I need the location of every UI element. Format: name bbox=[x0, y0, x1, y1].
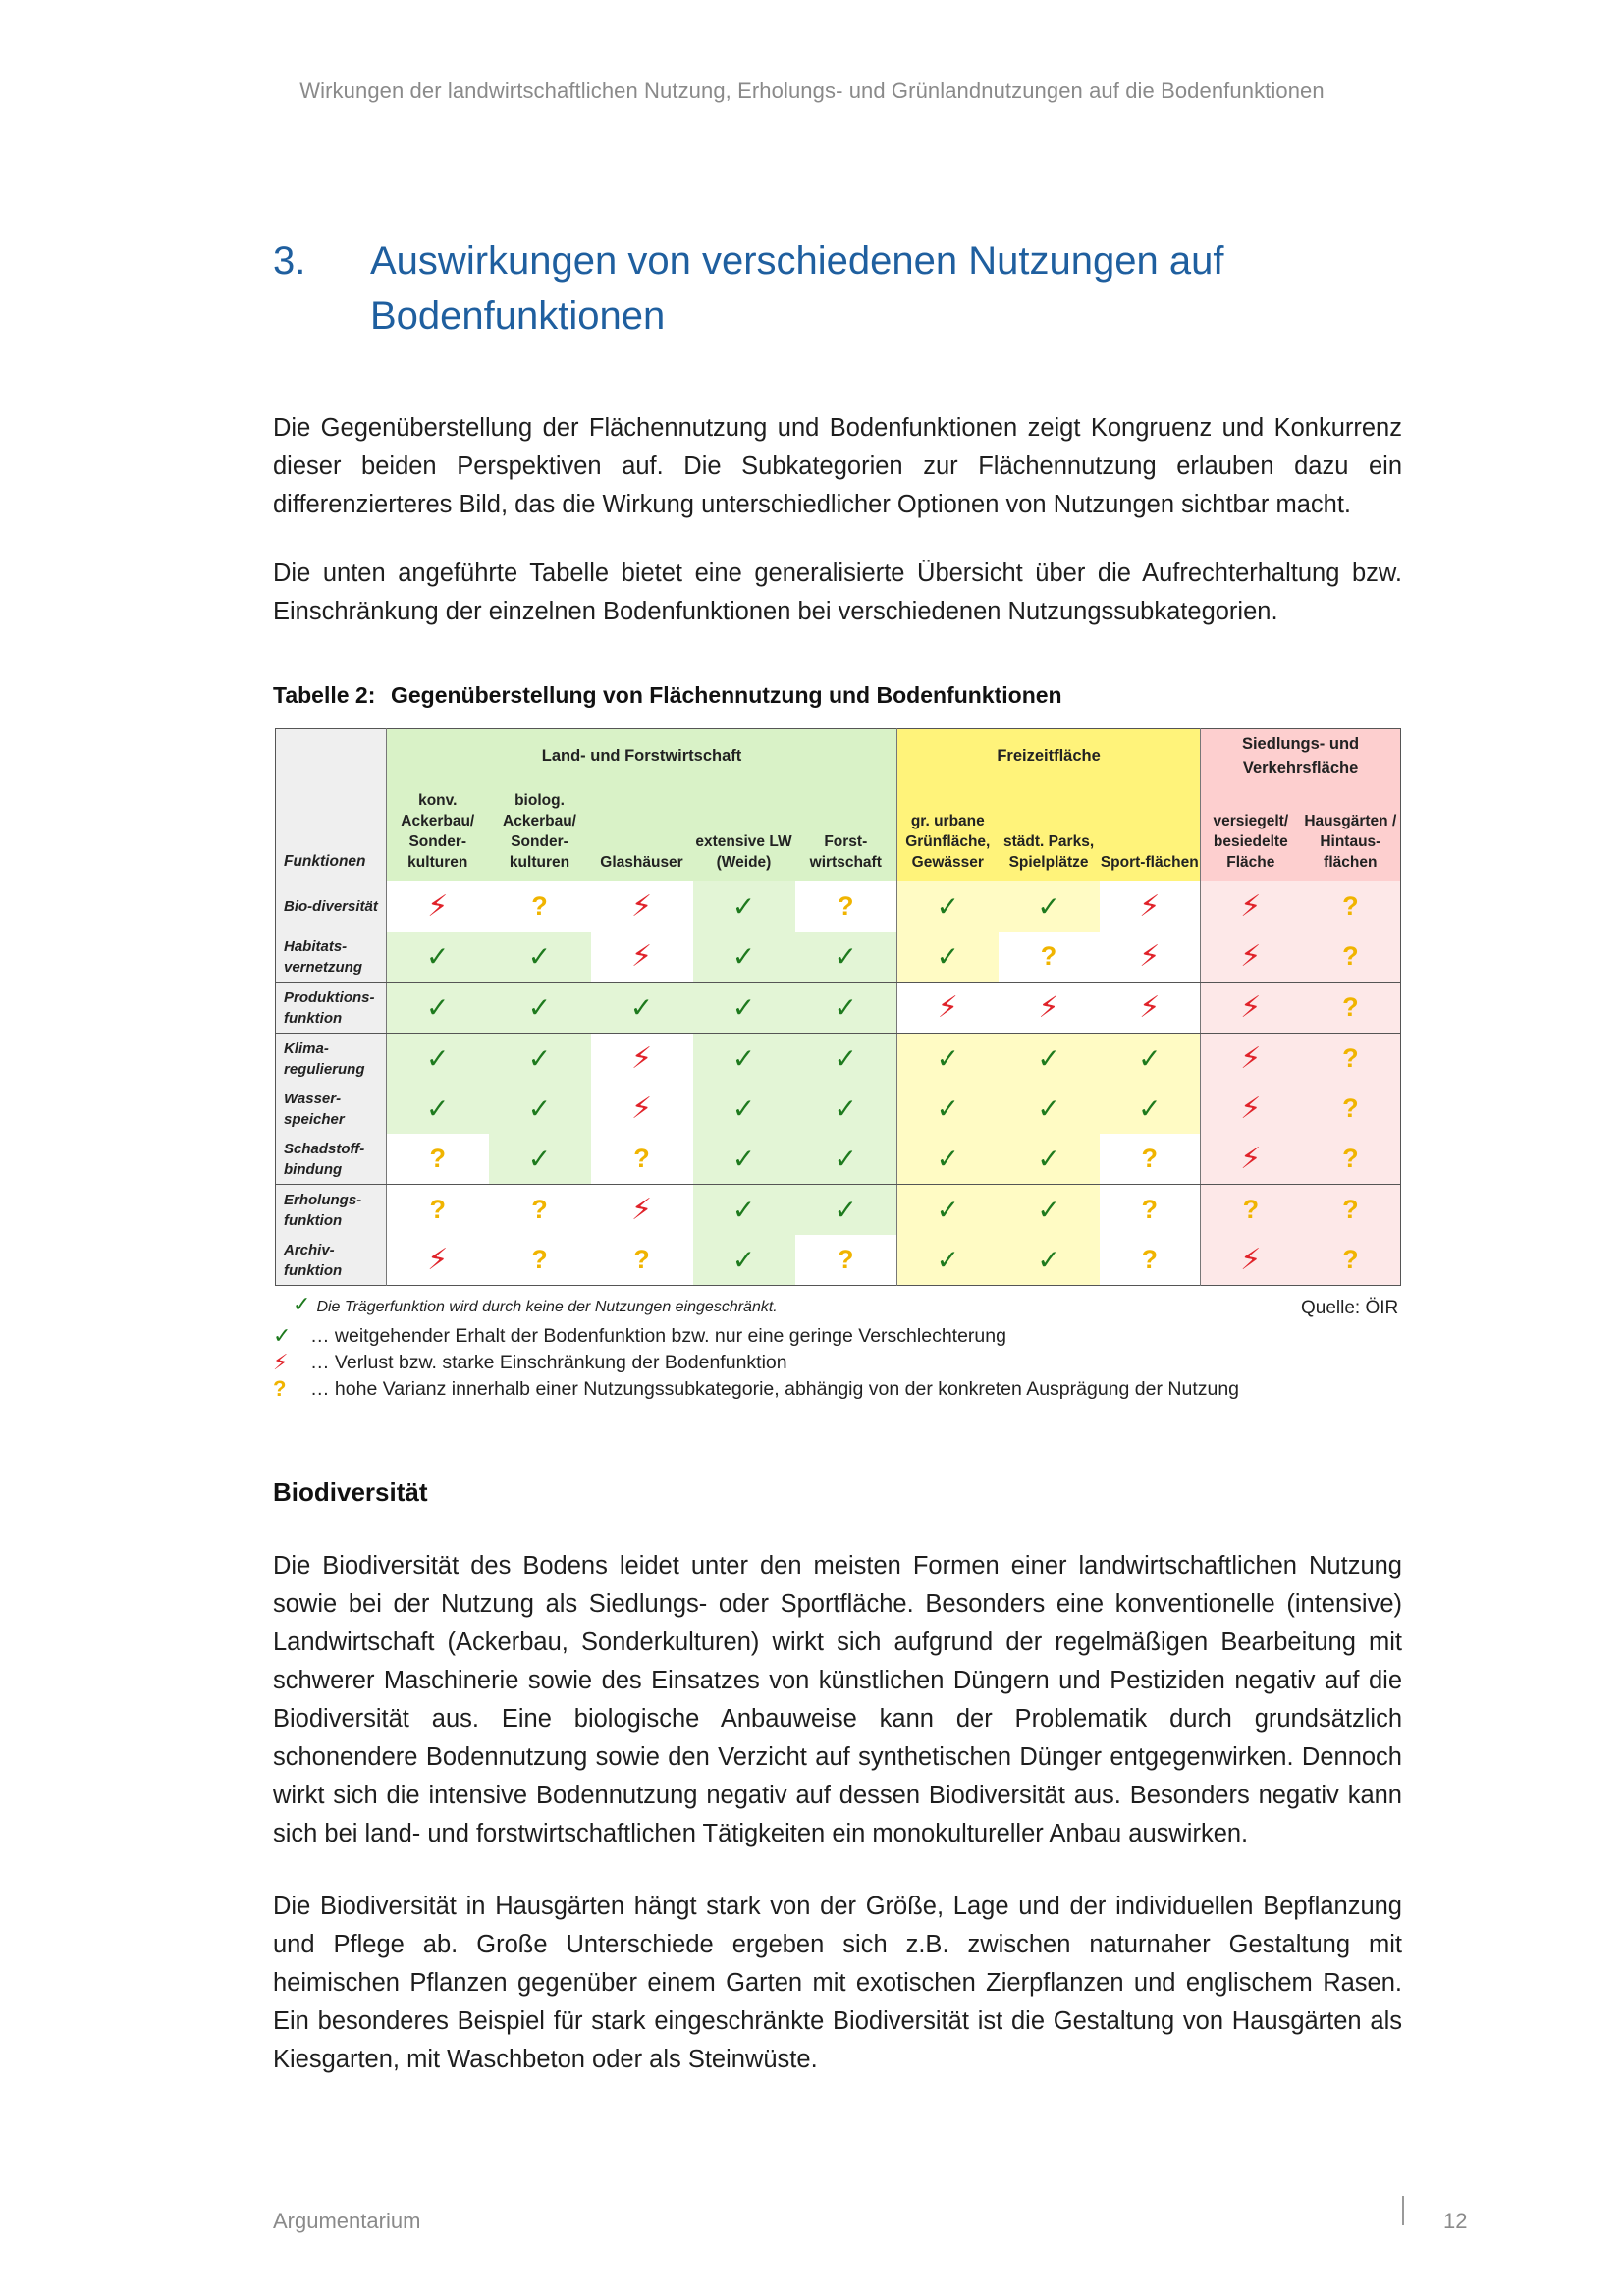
matrix-cell bbox=[387, 881, 489, 933]
lightning-icon: ⚡ bbox=[1240, 1143, 1262, 1175]
matrix-cell bbox=[795, 932, 897, 983]
lightning-icon: ⚡ bbox=[630, 890, 653, 923]
matrix-cell bbox=[795, 1134, 897, 1185]
question-icon: ? bbox=[1342, 992, 1359, 1022]
matrix-cell bbox=[1201, 881, 1301, 933]
question-icon: ? bbox=[1342, 1144, 1359, 1173]
checkmark-icon: ✓ bbox=[527, 941, 552, 972]
matrix-cell bbox=[693, 881, 795, 933]
checkmark-icon: ✓ bbox=[629, 992, 654, 1023]
matrix-cell bbox=[1100, 932, 1201, 983]
matrix-cell bbox=[693, 1084, 795, 1134]
lightning-icon: ⚡ bbox=[630, 1093, 653, 1125]
question-icon: ? bbox=[429, 1195, 446, 1224]
matrix-cell bbox=[693, 1134, 795, 1185]
matrix-cell bbox=[591, 983, 693, 1034]
matrix-cell bbox=[489, 1235, 591, 1286]
matrix-cell bbox=[387, 983, 489, 1034]
table-row bbox=[276, 881, 1401, 933]
checkmark-icon: ✓ bbox=[1138, 1043, 1162, 1074]
checkmark-icon: ✓ bbox=[834, 1094, 857, 1124]
matrix-cell bbox=[489, 1134, 591, 1185]
matrix-cell bbox=[1201, 1034, 1301, 1085]
section-title-biodiversitaet: Biodiversität bbox=[273, 1477, 428, 1507]
checkmark-icon: ✓ bbox=[936, 1094, 960, 1124]
group-header-land-forst: Land- und Forstwirtschaft bbox=[387, 729, 897, 783]
question-icon: ? bbox=[1040, 941, 1057, 971]
question-icon: ? bbox=[633, 1245, 650, 1274]
lightning-icon: ⚡ bbox=[1139, 991, 1161, 1024]
row-label: Klima-regulierung bbox=[276, 1034, 387, 1085]
matrix-cell bbox=[1301, 932, 1401, 983]
table-note-text: Die Trägerfunktion wird durch keine der Nutzungen eingeschränkt. bbox=[316, 1299, 778, 1315]
checkmark-icon: ✓ bbox=[731, 1245, 756, 1275]
question-icon: ? bbox=[531, 1195, 548, 1224]
matrix-cell bbox=[591, 1034, 693, 1085]
lightning-icon: ⚡ bbox=[1240, 1244, 1262, 1276]
lightning-icon: ⚡ bbox=[1139, 890, 1161, 923]
matrix-cell bbox=[999, 932, 1100, 983]
matrix-cell bbox=[897, 1185, 999, 1236]
matrix-cell bbox=[795, 983, 897, 1034]
checkmark-icon: ✓ bbox=[527, 1094, 552, 1124]
matrix-cell bbox=[693, 983, 795, 1034]
matrix-cell bbox=[795, 1084, 897, 1134]
table-row bbox=[276, 932, 1401, 983]
checkmark-icon: ✓ bbox=[426, 1094, 450, 1124]
lightning-icon: ⚡ bbox=[1240, 1042, 1262, 1075]
matrix-cell bbox=[591, 1185, 693, 1236]
matrix-cell bbox=[1201, 932, 1301, 983]
checkmark-icon: ✓ bbox=[936, 1043, 960, 1074]
matrix-cell bbox=[1301, 881, 1401, 933]
matrix-cell bbox=[489, 1185, 591, 1236]
footer-divider bbox=[1402, 2196, 1404, 2225]
question-icon: ? bbox=[273, 1376, 287, 1401]
legend-item-q bbox=[273, 1376, 1239, 1403]
function-matrix-wrapper bbox=[275, 728, 1401, 1286]
checkmark-icon: ✓ bbox=[834, 941, 857, 972]
table-note bbox=[293, 1292, 778, 1317]
column-header-5: Forst-wirtschaft bbox=[795, 783, 897, 881]
matrix-cell bbox=[1201, 1084, 1301, 1134]
matrix-cell bbox=[1301, 1084, 1401, 1134]
matrix-cell bbox=[795, 1235, 897, 1286]
matrix-cell bbox=[591, 1235, 693, 1286]
question-icon: ? bbox=[531, 891, 548, 921]
matrix-cell bbox=[489, 1034, 591, 1085]
matrix-cell bbox=[591, 1084, 693, 1134]
matrix-cell bbox=[387, 932, 489, 983]
question-icon: ? bbox=[1342, 1245, 1359, 1274]
legend-text-q: … hohe Varianz innerhalb einer Nutzungssubkategorie, abhängig von der konkreten Ausprägung der Nutzung bbox=[310, 1378, 1240, 1400]
table-legend bbox=[273, 1323, 1239, 1403]
matrix-cell bbox=[591, 881, 693, 933]
column-header-6: gr. urbane Grünfläche, Gewässer bbox=[897, 783, 999, 881]
table-row bbox=[276, 983, 1401, 1034]
row-label: Erholungs-funktion bbox=[276, 1185, 387, 1236]
matrix-cell bbox=[897, 983, 999, 1034]
matrix-cell bbox=[387, 1084, 489, 1134]
checkmark-icon: ✓ bbox=[834, 1043, 857, 1074]
matrix-cell bbox=[1100, 1134, 1201, 1185]
matrix-cell bbox=[693, 932, 795, 983]
column-header-2: biolog. Ackerbau/ Sonder-kulturen bbox=[489, 783, 591, 881]
question-icon: ? bbox=[1342, 1043, 1359, 1073]
biodiversity-paragraph-2: Die Biodiversität in Hausgärten hängt stark von der Größe, Lage und der individuellen Bepflanzung und Pflege ab. Große Unterschiede ergeben sich z.B. zwischen naturnaher Gestaltung mit heimischen Pflanzen gegenüber einem Garten mit exotischen Zierpflanzen und englischem Rasen. Ein besonderes Beispiel für stark eingeschränkte Biodiversität ist die Gestaltung von Hausgärten als Kiesgarten, mit Waschbeton oder als Steinwüste. bbox=[273, 1893, 1402, 2073]
checkmark-icon: ✓ bbox=[834, 1195, 857, 1225]
matrix-cell bbox=[387, 1034, 489, 1085]
checkmark-icon: ✓ bbox=[426, 992, 450, 1023]
lightning-icon: ⚡ bbox=[427, 890, 449, 923]
matrix-cell bbox=[693, 1185, 795, 1236]
checkmark-icon: ✓ bbox=[1037, 1094, 1060, 1124]
column-header-9: versiegelt/ besiedelte Fläche bbox=[1201, 783, 1301, 881]
matrix-cell bbox=[999, 1235, 1100, 1286]
matrix-cell bbox=[387, 1235, 489, 1286]
table-row bbox=[276, 1084, 1401, 1134]
matrix-cell bbox=[489, 983, 591, 1034]
matrix-cell bbox=[1301, 1235, 1401, 1286]
lightning-icon: ⚡ bbox=[1240, 940, 1262, 973]
checkmark-icon: ✓ bbox=[273, 1323, 292, 1348]
row-label: Habitats-vernetzung bbox=[276, 932, 387, 983]
checkmark-icon: ✓ bbox=[731, 941, 756, 972]
matrix-cell bbox=[1100, 983, 1201, 1034]
lightning-icon: ⚡ bbox=[273, 1350, 289, 1374]
matrix-cell bbox=[591, 932, 693, 983]
matrix-cell bbox=[693, 1235, 795, 1286]
checkmark-icon: ✓ bbox=[731, 1144, 756, 1174]
matrix-cell bbox=[1301, 1034, 1401, 1085]
row-label: Produktions-funktion bbox=[276, 983, 387, 1034]
checkmark-icon: ✓ bbox=[1037, 1144, 1060, 1174]
checkmark-icon: ✓ bbox=[731, 891, 756, 922]
question-icon: ? bbox=[1342, 891, 1359, 921]
matrix-cell bbox=[1201, 1185, 1301, 1236]
checkmark-icon: ✓ bbox=[936, 1144, 960, 1174]
row-label: Archiv-funktion bbox=[276, 1235, 387, 1286]
matrix-cell bbox=[1301, 1185, 1401, 1236]
legend-text-no: … Verlust bzw. starke Einschränkung der Bodenfunktion bbox=[310, 1352, 787, 1373]
intro-paragraph-2: Die unten angeführte Tabelle bietet eine generalisierte Übersicht über die Aufrechterhaltung bzw. Einschränkung der einzelnen Bodenfunktionen bei verschiedenen Nutzungssubkategorien. bbox=[273, 560, 1402, 625]
checkmark-icon: ✓ bbox=[834, 992, 857, 1023]
matrix-cell bbox=[897, 1034, 999, 1085]
matrix-cell bbox=[693, 1034, 795, 1085]
page-number: 12 bbox=[1443, 2209, 1468, 2233]
checkmark-icon: ✓ bbox=[731, 1094, 756, 1124]
lightning-icon: ⚡ bbox=[1240, 890, 1262, 923]
biodiversity-paragraph-1: Die Biodiversität des Bodens leidet unter den meisten Formen einer landwirtschaftlichen Nutzung sowie bei der Nutzung als Siedlungs- oder Sportfläche. Besonders eine konventionelle (intensive) Landwirtschaft (Ackerbau, Sonderkulturen) wirkt sich aufgrund der regelmäßigen Bearbeitung mit schwerer Maschinerie sowie des Einsatzes von künstlichen Düngern und Pestiziden negativ auf die Biodiversität aus. Eine biologische Anbauweise kann der Problematik durch grundsätzlich schonendere Bodennutzung sowie den Verzicht auf synthetischen Dünger entgegenwirken. Dennoch wirkt sich die intensive Bodennutzung negativ auf dessen Biodiversität aus. Besonders negativ kann sich bei land- und forstwirtschaftlichen Tätigkeiten ein monokultureller Anbau auswirken. bbox=[273, 1552, 1402, 1847]
checkmark-icon: ✓ bbox=[1037, 1195, 1060, 1225]
question-icon: ? bbox=[1342, 1094, 1359, 1123]
table-source: Quelle: ÖIR bbox=[1301, 1298, 1399, 1318]
matrix-cell bbox=[489, 881, 591, 933]
table-row bbox=[276, 1034, 1401, 1085]
question-icon: ? bbox=[633, 1144, 650, 1173]
checkmark-icon: ✓ bbox=[936, 1245, 960, 1275]
lightning-icon: ⚡ bbox=[1240, 991, 1262, 1024]
matrix-cell bbox=[1100, 1084, 1201, 1134]
lightning-icon: ⚡ bbox=[630, 940, 653, 973]
checkmark-icon: ✓ bbox=[936, 891, 960, 922]
lightning-icon: ⚡ bbox=[427, 1244, 449, 1276]
matrix-cell bbox=[999, 983, 1100, 1034]
question-icon: ? bbox=[531, 1245, 548, 1274]
column-header-4: extensive LW (Weide) bbox=[693, 783, 795, 881]
matrix-cell bbox=[1201, 1134, 1301, 1185]
checkmark-icon: ✓ bbox=[527, 1144, 552, 1174]
matrix-cell bbox=[1301, 983, 1401, 1034]
function-matrix-table bbox=[275, 728, 1401, 1286]
question-icon: ? bbox=[838, 1245, 854, 1274]
matrix-cell bbox=[897, 1134, 999, 1185]
group-header-siedlung: Siedlungs- und Verkehrsfläche bbox=[1201, 729, 1401, 783]
matrix-cell bbox=[999, 1034, 1100, 1085]
row-header-funktionen: Funktionen bbox=[276, 729, 387, 881]
checkmark-icon: ✓ bbox=[1037, 1043, 1060, 1074]
checkmark-icon: ✓ bbox=[1037, 891, 1060, 922]
checkmark-icon: ✓ bbox=[731, 1043, 756, 1074]
table-row bbox=[276, 1134, 1401, 1185]
chapter-title: Auswirkungen von verschiedenen Nutzungen auf Bodenfunktionen bbox=[370, 240, 1224, 338]
checkmark-icon: ✓ bbox=[527, 1043, 552, 1074]
table-caption-text: Gegenüberstellung von Flächennutzung und Bodenfunktionen bbox=[391, 682, 1062, 708]
row-label: Schadstoff-bindung bbox=[276, 1134, 387, 1185]
question-icon: ? bbox=[429, 1144, 446, 1173]
chapter-number: 3. bbox=[273, 240, 306, 283]
question-icon: ? bbox=[1342, 1195, 1359, 1224]
matrix-cell bbox=[489, 1084, 591, 1134]
column-header-1: konv. Ackerbau/ Sonder-kulturen bbox=[387, 783, 489, 881]
legend-text-ok: … weitgehender Erhalt der Bodenfunktion bzw. nur eine geringe Verschlechterung bbox=[310, 1325, 1006, 1347]
footer-title: Argumentarium bbox=[273, 2209, 421, 2233]
matrix-cell bbox=[999, 881, 1100, 933]
matrix-cell bbox=[999, 1185, 1100, 1236]
question-icon: ? bbox=[838, 891, 854, 921]
matrix-cell bbox=[999, 1084, 1100, 1134]
table-caption-label: Tabelle 2: bbox=[273, 682, 376, 708]
checkmark-icon: ✓ bbox=[293, 1292, 311, 1316]
matrix-cell bbox=[1100, 881, 1201, 933]
checkmark-icon: ✓ bbox=[1138, 1094, 1162, 1124]
lightning-icon: ⚡ bbox=[937, 991, 958, 1024]
lightning-icon: ⚡ bbox=[630, 1194, 653, 1226]
row-label: Bio-diversität bbox=[276, 881, 387, 933]
matrix-cell bbox=[897, 1084, 999, 1134]
matrix-cell bbox=[1100, 1235, 1201, 1286]
lightning-icon: ⚡ bbox=[1038, 991, 1059, 1024]
column-header-3: Glashäuser bbox=[591, 783, 693, 881]
question-icon: ? bbox=[1242, 1195, 1260, 1224]
matrix-cell bbox=[489, 932, 591, 983]
checkmark-icon: ✓ bbox=[426, 941, 450, 972]
row-label: Wasser-speicher bbox=[276, 1084, 387, 1134]
legend-item-ok bbox=[273, 1323, 1239, 1350]
question-icon: ? bbox=[1342, 941, 1359, 971]
checkmark-icon: ✓ bbox=[1037, 1245, 1060, 1275]
table-caption bbox=[273, 682, 1062, 709]
legend-item-no bbox=[273, 1350, 1239, 1376]
checkmark-icon: ✓ bbox=[426, 1043, 450, 1074]
question-icon: ? bbox=[1141, 1144, 1159, 1173]
column-header-8: Sport-flächen bbox=[1100, 783, 1201, 881]
matrix-cell bbox=[795, 1185, 897, 1236]
matrix-cell bbox=[897, 881, 999, 933]
table-row bbox=[276, 1185, 1401, 1236]
group-header-freizeit: Freizeitfläche bbox=[897, 729, 1201, 783]
checkmark-icon: ✓ bbox=[936, 1195, 960, 1225]
checkmark-icon: ✓ bbox=[731, 1195, 756, 1225]
matrix-cell bbox=[1201, 1235, 1301, 1286]
lightning-icon: ⚡ bbox=[1240, 1093, 1262, 1125]
matrix-cell bbox=[1201, 983, 1301, 1034]
matrix-cell bbox=[795, 1034, 897, 1085]
matrix-cell bbox=[999, 1134, 1100, 1185]
question-icon: ? bbox=[1141, 1195, 1159, 1224]
checkmark-icon: ✓ bbox=[936, 941, 960, 972]
lightning-icon: ⚡ bbox=[1139, 940, 1161, 973]
matrix-cell bbox=[897, 932, 999, 983]
column-header-10: Hausgärten / Hintaus-flächen bbox=[1301, 783, 1401, 881]
matrix-cell bbox=[1301, 1134, 1401, 1185]
column-header-7: städt. Parks, Spielplätze bbox=[999, 783, 1100, 881]
table-row bbox=[276, 1235, 1401, 1286]
checkmark-icon: ✓ bbox=[527, 992, 552, 1023]
lightning-icon: ⚡ bbox=[630, 1042, 653, 1075]
matrix-cell bbox=[1100, 1034, 1201, 1085]
matrix-cell bbox=[591, 1134, 693, 1185]
matrix-cell bbox=[387, 1185, 489, 1236]
checkmark-icon: ✓ bbox=[731, 992, 756, 1023]
matrix-cell bbox=[387, 1134, 489, 1185]
intro-paragraph-1: Die Gegenüberstellung der Flächennutzung und Bodenfunktionen zeigt Kongruenz und Konkurrenz dieser beiden Perspektiven auf. Die Subkategorien zur Flächennutzung erlauben dazu ein differenzierteres Bild, das die Wirkung unterschiedlicher Optionen von Nutzungen sichtbar macht. bbox=[273, 414, 1402, 518]
matrix-cell bbox=[795, 881, 897, 933]
matrix-cell bbox=[897, 1235, 999, 1286]
running-header: Wirkungen der landwirtschaftlichen Nutzung, Erholungs- und Grünlandnutzungen auf die Bodenfunktionen bbox=[299, 79, 1325, 103]
question-icon: ? bbox=[1141, 1245, 1159, 1274]
checkmark-icon: ✓ bbox=[834, 1144, 857, 1174]
matrix-cell bbox=[1100, 1185, 1201, 1236]
